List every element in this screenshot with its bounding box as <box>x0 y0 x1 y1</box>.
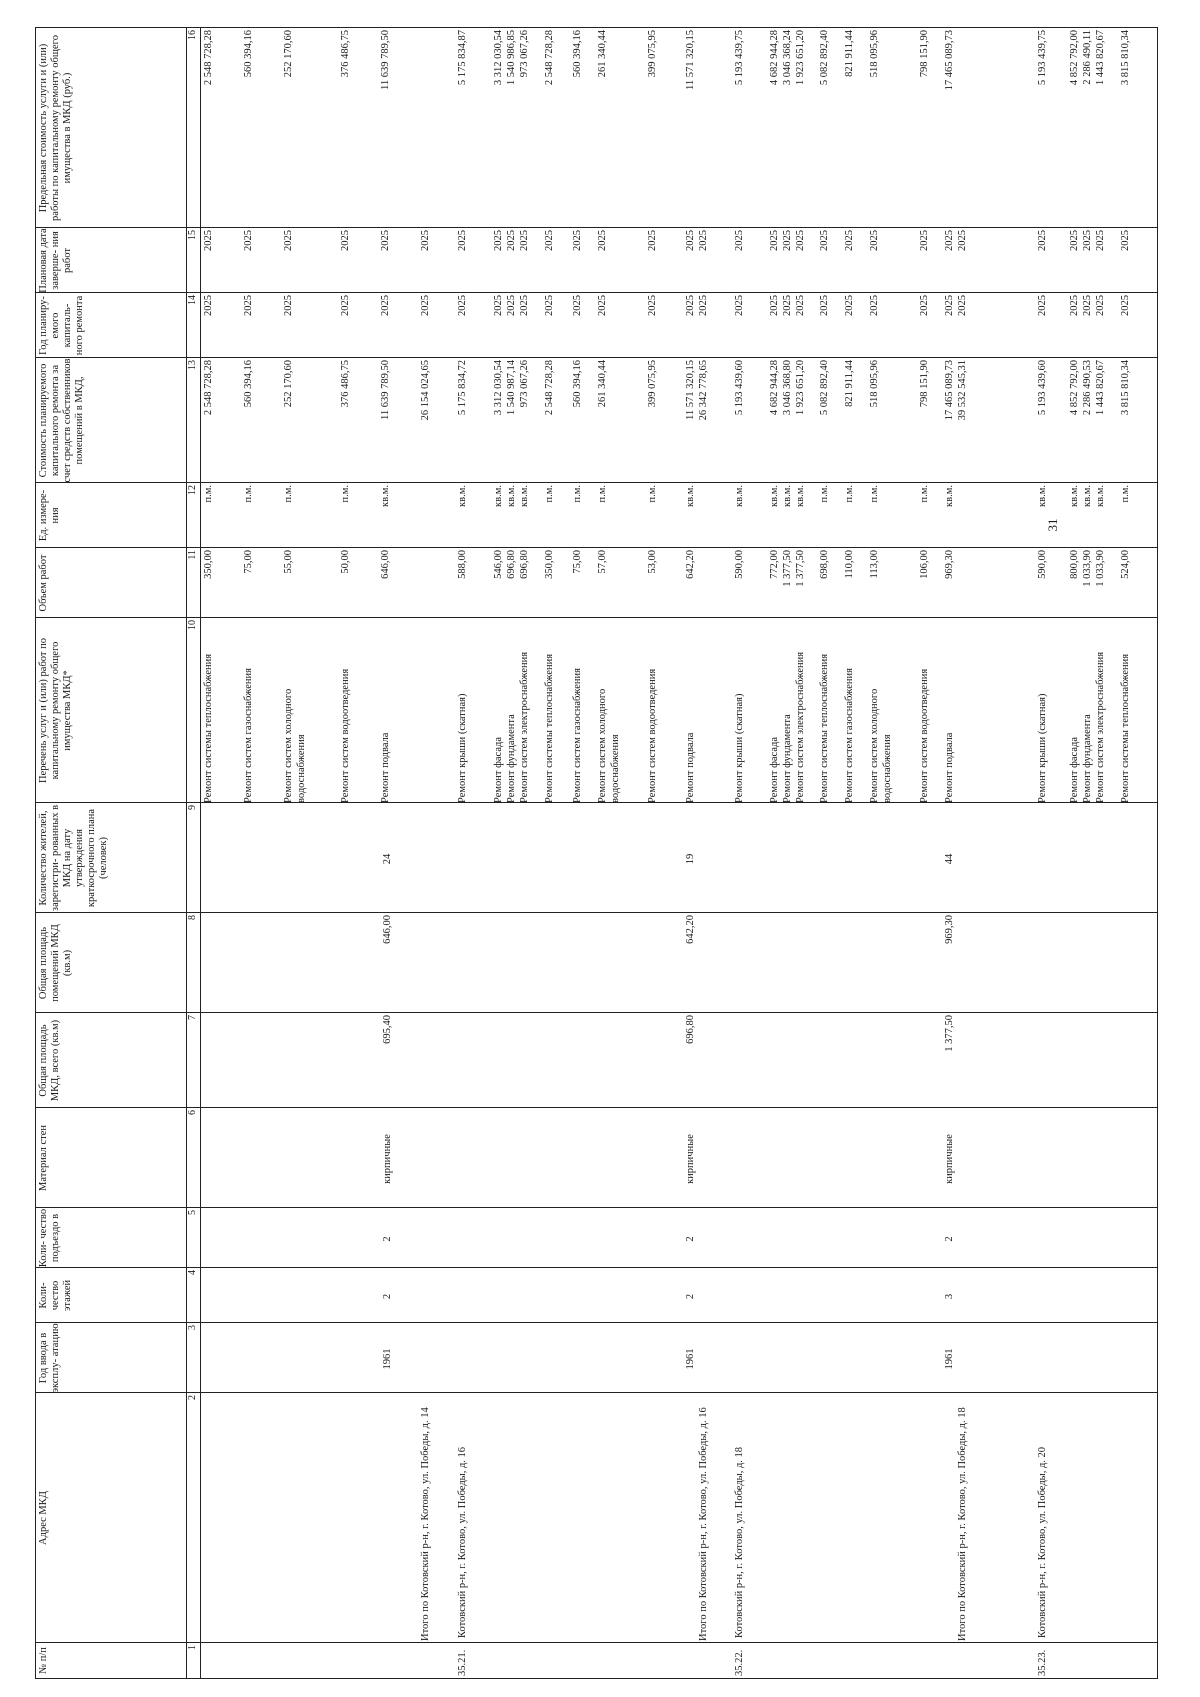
row-unit: п.м. <box>283 485 294 503</box>
row-cost: 252 170,60 <box>283 360 294 408</box>
row-work: Ремонт крыши (скатная) <box>457 693 468 803</box>
row-end: 2025 <box>1069 230 1080 251</box>
row-limit: 261 340,44 <box>597 30 608 78</box>
row-cost: 4 852 792,00 <box>1069 360 1080 416</box>
entrances-count: 2 <box>382 1236 393 1242</box>
row-end: 2025 <box>519 230 530 251</box>
row-unit: п.м. <box>869 485 880 503</box>
row-limit: 3 815 810,34 <box>1120 30 1131 86</box>
col-number: 4 <box>187 1270 198 1275</box>
row-end: 2025 <box>919 230 930 251</box>
row-unit: кв.м. <box>1095 485 1106 507</box>
row-end: 2025 <box>493 230 504 251</box>
col-number: 6 <box>187 1110 198 1115</box>
house-address: Котовский р-н, г. Котово, ул. Победы, д. 16 <box>457 1446 468 1638</box>
row-vol: 50,00 <box>340 550 351 574</box>
header-works: Перечень услуг и (или) работ по капитальному ремонту общего имущества МКД* <box>38 638 73 783</box>
row-year: 2025 <box>919 295 930 316</box>
header-area-total: Общая площадь МКД, всего (кв.м) <box>38 1019 61 1102</box>
total-year: 2025 <box>420 295 431 316</box>
total-year: 2025 <box>957 295 968 316</box>
row-limit: 1 540 986,85 <box>506 30 517 86</box>
row-end: 2025 <box>572 230 583 251</box>
total-end: 2025 <box>957 230 968 251</box>
row-end: 2025 <box>340 230 351 251</box>
row-year: 2025 <box>844 295 855 316</box>
row-vol: 1 377,50 <box>795 550 806 587</box>
area-rooms: 642,20 <box>685 915 696 944</box>
row-end: 2025 <box>1082 230 1093 251</box>
row-work: Ремонт систем газоснабжения <box>243 668 254 803</box>
row-end: 2025 <box>944 230 955 251</box>
total-label: Итого по Котовский р-н, г. Котово, ул. Победы, д. 16 <box>698 1407 709 1641</box>
col-number: 5 <box>187 1210 198 1215</box>
row-vol: 590,00 <box>734 550 745 579</box>
row-unit: кв.м. <box>685 485 696 507</box>
row-end: 2025 <box>1095 230 1106 251</box>
row-cost: 261 340,44 <box>597 360 608 408</box>
row-end: 2025 <box>457 230 468 251</box>
row-vol: 772,00 <box>769 550 780 579</box>
row-work: Ремонт систем водоотведения <box>340 668 351 803</box>
row-unit: п.м. <box>844 485 855 503</box>
row-limit: 798 151,90 <box>919 30 930 78</box>
total-label: Итого по Котовский р-н, г. Котово, ул. Победы, д. 18 <box>957 1407 968 1641</box>
row-limit: 3 312 030,54 <box>493 30 504 86</box>
row-cost: 3 046 368,80 <box>782 360 793 416</box>
row-unit: кв.м. <box>944 485 955 507</box>
house-address: Котовский р-н, г. Котово, ул. Победы, д. 20 <box>1037 1446 1048 1638</box>
row-unit: кв.м. <box>769 485 780 507</box>
row-vol: 75,00 <box>243 550 254 574</box>
row-cost: 5 082 892,40 <box>819 360 830 416</box>
row-vol: 57,00 <box>597 550 608 574</box>
row-limit: 5 193 439,75 <box>734 30 745 86</box>
row-work: Ремонт систем электроснабжения <box>795 651 806 803</box>
row-year: 2025 <box>1082 295 1093 316</box>
row-limit: 1 923 651,20 <box>795 30 806 86</box>
row-year: 2025 <box>1069 295 1080 316</box>
row-end: 2025 <box>544 230 555 251</box>
row-cost: 2 548 728,28 <box>203 360 214 416</box>
row-cost: 1 540 987,14 <box>506 360 517 416</box>
row-unit: п.м. <box>203 485 214 503</box>
row-cost: 399 075,95 <box>647 360 658 408</box>
col-number: 2 <box>187 1395 198 1400</box>
area-rooms: 646,00 <box>382 915 393 944</box>
row-work: Ремонт систем электроснабжения <box>1095 651 1106 803</box>
page-number: 31 <box>1045 518 1060 532</box>
col-number: 3 <box>187 1325 198 1330</box>
col-number: 9 <box>187 805 198 810</box>
col-number: 8 <box>187 915 198 920</box>
row-year: 2025 <box>685 295 696 316</box>
total-end: 2025 <box>420 230 431 251</box>
row-year: 2025 <box>769 295 780 316</box>
row-limit: 4 852 792,00 <box>1069 30 1080 86</box>
row-year: 2025 <box>944 295 955 316</box>
row-end: 2025 <box>380 230 391 251</box>
col-number: 7 <box>187 1015 198 1020</box>
header-cost: Стоимость планируемого капитального ремонта за счет средств собственников помещений в МКД, <box>38 358 85 483</box>
row-limit: 821 911,44 <box>844 30 855 77</box>
header-end-date: Плановая дата заверше- ния работ <box>38 228 73 293</box>
row-cost: 5 193 439,60 <box>1037 360 1048 416</box>
row-cost: 17 465 089,73 <box>944 360 955 421</box>
row-year: 2025 <box>1120 295 1131 316</box>
floors-count: 2 <box>685 1293 696 1300</box>
row-cost: 376 486,75 <box>340 360 351 408</box>
row-work: Ремонт систем холодного водоснабжения <box>869 688 893 803</box>
row-vol: 588,00 <box>457 550 468 579</box>
row-vol: 1 377,50 <box>782 550 793 587</box>
header-year-built: Год ввода в эксплу- атацию <box>38 1323 61 1393</box>
col-number: 11 <box>187 550 198 560</box>
row-vol: 698,00 <box>819 550 830 579</box>
row-work: Ремонт систем холодного водоснабжения <box>597 688 621 803</box>
row-work: Ремонт фасада <box>769 736 780 803</box>
row-unit: кв.м. <box>457 485 468 507</box>
wall-material: кирпичные <box>944 1134 955 1184</box>
row-year: 2025 <box>506 295 517 316</box>
row-year: 2025 <box>519 295 530 316</box>
col-number: 13 <box>187 360 198 370</box>
row-year: 2025 <box>203 295 214 316</box>
row-end: 2025 <box>844 230 855 251</box>
floors-count: 3 <box>944 1293 955 1300</box>
row-end: 2025 <box>685 230 696 251</box>
row-work: Ремонт крыши (скатная) <box>734 693 745 803</box>
row-limit: 560 394,16 <box>243 30 254 78</box>
row-work: Ремонт подвала <box>380 732 391 803</box>
row-work: Ремонт системы теплоснабжения <box>819 653 830 803</box>
area-total: 695,40 <box>382 1015 393 1044</box>
row-end: 2025 <box>243 230 254 251</box>
row-vol: 524,00 <box>1120 550 1131 579</box>
row-end: 2025 <box>1037 230 1048 251</box>
row-limit: 252 170,60 <box>283 30 294 78</box>
row-unit: кв.м. <box>795 485 806 507</box>
area-total: 696,80 <box>685 1015 696 1044</box>
row-vol: 590,00 <box>1037 550 1048 579</box>
row-limit: 3 046 368,24 <box>782 30 793 86</box>
row-limit: 5 193 439,75 <box>1037 30 1048 86</box>
row-year: 2025 <box>283 295 294 316</box>
row-year: 2025 <box>380 295 391 316</box>
row-unit: кв.м. <box>493 485 504 507</box>
row-cost: 11 639 789,50 <box>380 360 391 420</box>
row-work: Ремонт системы теплоснабжения <box>1120 653 1131 803</box>
area-rooms: 969,30 <box>944 915 955 944</box>
row-vol: 113,00 <box>869 550 880 579</box>
row-unit: п.м. <box>919 485 930 503</box>
entrances-count: 2 <box>685 1236 696 1242</box>
row-year: 2025 <box>795 295 806 316</box>
row-end: 2025 <box>1120 230 1131 251</box>
row-unit: п.м. <box>544 485 555 503</box>
row-vol: 800,00 <box>1069 550 1080 579</box>
row-end: 2025 <box>734 230 745 251</box>
row-work: Ремонт фундамента <box>782 714 793 803</box>
row-cost: 4 682 944,28 <box>769 360 780 416</box>
header-floors: Коли- чество этажей <box>38 1279 73 1312</box>
floors-count: 2 <box>382 1293 393 1300</box>
year-built: 1961 <box>382 1348 393 1370</box>
row-work: Ремонт фундамента <box>506 714 517 803</box>
total-cost: 26 342 778,65 <box>698 360 709 421</box>
row-end: 2025 <box>597 230 608 251</box>
row-year: 2025 <box>493 295 504 316</box>
row-work: Ремонт крыши (скатная) <box>1037 693 1048 803</box>
col-number: 15 <box>187 230 198 240</box>
total-year: 2025 <box>698 295 709 316</box>
row-unit: п.м. <box>340 485 351 503</box>
row-end: 2025 <box>203 230 214 251</box>
row-cost: 798 151,90 <box>919 360 930 408</box>
row-work: Ремонт систем газоснабжения <box>572 668 583 803</box>
row-cost: 2 286 490,53 <box>1082 360 1093 416</box>
residents-count: 24 <box>382 853 393 865</box>
row-limit: 376 486,75 <box>340 30 351 78</box>
row-cost: 3 815 810,34 <box>1120 360 1131 416</box>
row-limit: 1 443 820,67 <box>1095 30 1106 86</box>
row-vol: 55,00 <box>283 550 294 574</box>
header-num: № п/п <box>38 1647 49 1674</box>
row-limit: 399 075,95 <box>647 30 658 78</box>
header-entrances: Коли- чество подъездо в <box>38 1208 61 1268</box>
row-year: 2025 <box>340 295 351 316</box>
row-limit: 11 571 320,15 <box>685 30 696 90</box>
row-end: 2025 <box>795 230 806 251</box>
row-limit: 5 175 834,87 <box>457 30 468 86</box>
row-work: Ремонт систем электроснабжения <box>519 651 530 803</box>
row-cost: 1 923 651,20 <box>795 360 806 416</box>
row-unit: п.м. <box>243 485 254 503</box>
header-limit-cost: Предельная стоимость услуги и (или) работы по капитальному ремонту общего имущества в МКД (руб.) <box>38 35 73 221</box>
row-vol: 1 033,90 <box>1095 550 1106 587</box>
row-limit: 2 548 728,28 <box>203 30 214 86</box>
row-unit: кв.м. <box>1069 485 1080 507</box>
row-year: 2025 <box>1095 295 1106 316</box>
col-number: 1 <box>187 1645 198 1650</box>
row-unit: п.м. <box>647 485 658 503</box>
row-cost: 11 571 320,15 <box>685 360 696 420</box>
header-residents: Количество жителей, зарегистри- рованных в МКД на дату утверждения краткосрочного плана (человек) <box>38 804 109 912</box>
total-end: 2025 <box>698 230 709 251</box>
row-limit: 11 639 789,50 <box>380 30 391 90</box>
row-year: 2025 <box>243 295 254 316</box>
row-unit: кв.м. <box>506 485 517 507</box>
wall-material: кирпичные <box>382 1134 393 1184</box>
row-unit: кв.м. <box>782 485 793 507</box>
total-label: Итого по Котовский р-н, г. Котово, ул. Победы, д. 14 <box>420 1407 431 1641</box>
row-unit: кв.м. <box>519 485 530 507</box>
row-work: Ремонт подвала <box>944 732 955 803</box>
row-vol: 1 033,90 <box>1082 550 1093 587</box>
row-vol: 350,00 <box>203 550 214 579</box>
row-limit: 5 082 892,40 <box>819 30 830 86</box>
row-cost: 560 394,16 <box>572 360 583 408</box>
row-work: Ремонт подвала <box>685 732 696 803</box>
row-year: 2025 <box>457 295 468 316</box>
row-number: 35.22. <box>734 1649 745 1676</box>
row-unit: п.м. <box>572 485 583 503</box>
row-end: 2025 <box>869 230 880 251</box>
row-end: 2025 <box>506 230 517 251</box>
row-vol: 646,00 <box>380 550 391 579</box>
row-cost: 2 548 728,28 <box>544 360 555 416</box>
header-address: Адрес МКД <box>38 1491 49 1545</box>
col-number: 12 <box>187 485 198 495</box>
row-limit: 17 465 089,73 <box>944 30 955 91</box>
row-number: 35.21. <box>457 1649 468 1676</box>
row-unit: кв.м. <box>380 485 391 507</box>
header-repair-year: Год планиру- емого капиталь- ного ремонта <box>38 295 85 356</box>
col-number: 16 <box>187 30 198 40</box>
row-vol: 546,00 <box>493 550 504 579</box>
total-cost: 26 154 024,65 <box>420 360 431 421</box>
entrances-count: 2 <box>944 1236 955 1242</box>
row-vol: 969,30 <box>944 550 955 579</box>
capital-repair-table <box>35 27 1158 1679</box>
row-vol: 696,80 <box>506 550 517 579</box>
row-end: 2025 <box>782 230 793 251</box>
year-built: 1961 <box>944 1348 955 1370</box>
row-vol: 350,00 <box>544 550 555 579</box>
header-walls: Материал стен <box>38 1125 49 1191</box>
house-address: Котовский р-н, г. Котово, ул. Победы, д. 18 <box>734 1446 745 1638</box>
wall-material: кирпичные <box>685 1134 696 1184</box>
row-work: Ремонт фундамента <box>1082 714 1093 803</box>
row-year: 2025 <box>572 295 583 316</box>
row-unit: кв.м. <box>1082 485 1093 507</box>
row-unit: п.м. <box>1120 485 1131 503</box>
row-year: 2025 <box>782 295 793 316</box>
year-built: 1961 <box>685 1348 696 1370</box>
residents-count: 44 <box>944 853 955 865</box>
row-work: Ремонт систем газоснабжения <box>844 668 855 803</box>
row-limit: 2 286 490,11 <box>1082 30 1093 85</box>
col-number: 14 <box>187 295 198 305</box>
row-limit: 973 067,26 <box>519 30 530 78</box>
row-year: 2025 <box>544 295 555 316</box>
row-limit: 4 682 944,28 <box>769 30 780 86</box>
row-cost: 518 095,96 <box>869 360 880 408</box>
header-unit: Ед. измере- ния <box>38 489 61 542</box>
row-year: 2025 <box>597 295 608 316</box>
row-cost: 560 394,16 <box>243 360 254 408</box>
row-work: Ремонт системы теплоснабжения <box>203 653 214 803</box>
header-volume: Объем работ <box>38 554 49 612</box>
row-limit: 2 548 728,28 <box>544 30 555 86</box>
row-limit: 560 394,16 <box>572 30 583 78</box>
row-unit: п.м. <box>597 485 608 503</box>
row-vol: 110,00 <box>844 550 855 579</box>
row-cost: 973 067,26 <box>519 360 530 408</box>
residents-count: 19 <box>685 853 696 865</box>
total-cost: 39 532 545,31 <box>957 360 968 421</box>
row-number: 35.23. <box>1037 1649 1048 1676</box>
row-cost: 5 175 834,72 <box>457 360 468 416</box>
row-cost: 5 193 439,60 <box>734 360 745 416</box>
row-cost: 1 443 820,67 <box>1095 360 1106 416</box>
row-year: 2025 <box>734 295 745 316</box>
row-end: 2025 <box>819 230 830 251</box>
row-work: Ремонт систем водоотведения <box>647 668 658 803</box>
row-end: 2025 <box>769 230 780 251</box>
area-total: 1 377,50 <box>944 1015 955 1052</box>
row-year: 2025 <box>869 295 880 316</box>
row-work: Ремонт систем холодного водоснабжения <box>283 688 307 803</box>
row-limit: 518 095,96 <box>869 30 880 78</box>
row-vol: 53,00 <box>647 550 658 574</box>
row-work: Ремонт системы теплоснабжения <box>544 653 555 803</box>
col-number: 10 <box>187 620 198 630</box>
header-area-rooms: Общая площадь помещений МКД (кв.м) <box>38 924 73 1002</box>
row-cost: 821 911,44 <box>844 360 855 407</box>
row-year: 2025 <box>819 295 830 316</box>
row-vol: 106,00 <box>919 550 930 579</box>
row-unit: кв.м. <box>1037 485 1048 507</box>
row-work: Ремонт фасада <box>1069 736 1080 803</box>
row-end: 2025 <box>647 230 658 251</box>
row-end: 2025 <box>283 230 294 251</box>
row-vol: 696,80 <box>519 550 530 579</box>
row-work: Ремонт фасада <box>493 736 504 803</box>
row-unit: кв.м. <box>734 485 745 507</box>
row-work: Ремонт систем водоотведения <box>919 668 930 803</box>
row-year: 2025 <box>647 295 658 316</box>
row-vol: 75,00 <box>572 550 583 574</box>
row-year: 2025 <box>1037 295 1048 316</box>
row-unit: п.м. <box>819 485 830 503</box>
row-vol: 642,20 <box>685 550 696 579</box>
row-cost: 3 312 030,54 <box>493 360 504 416</box>
